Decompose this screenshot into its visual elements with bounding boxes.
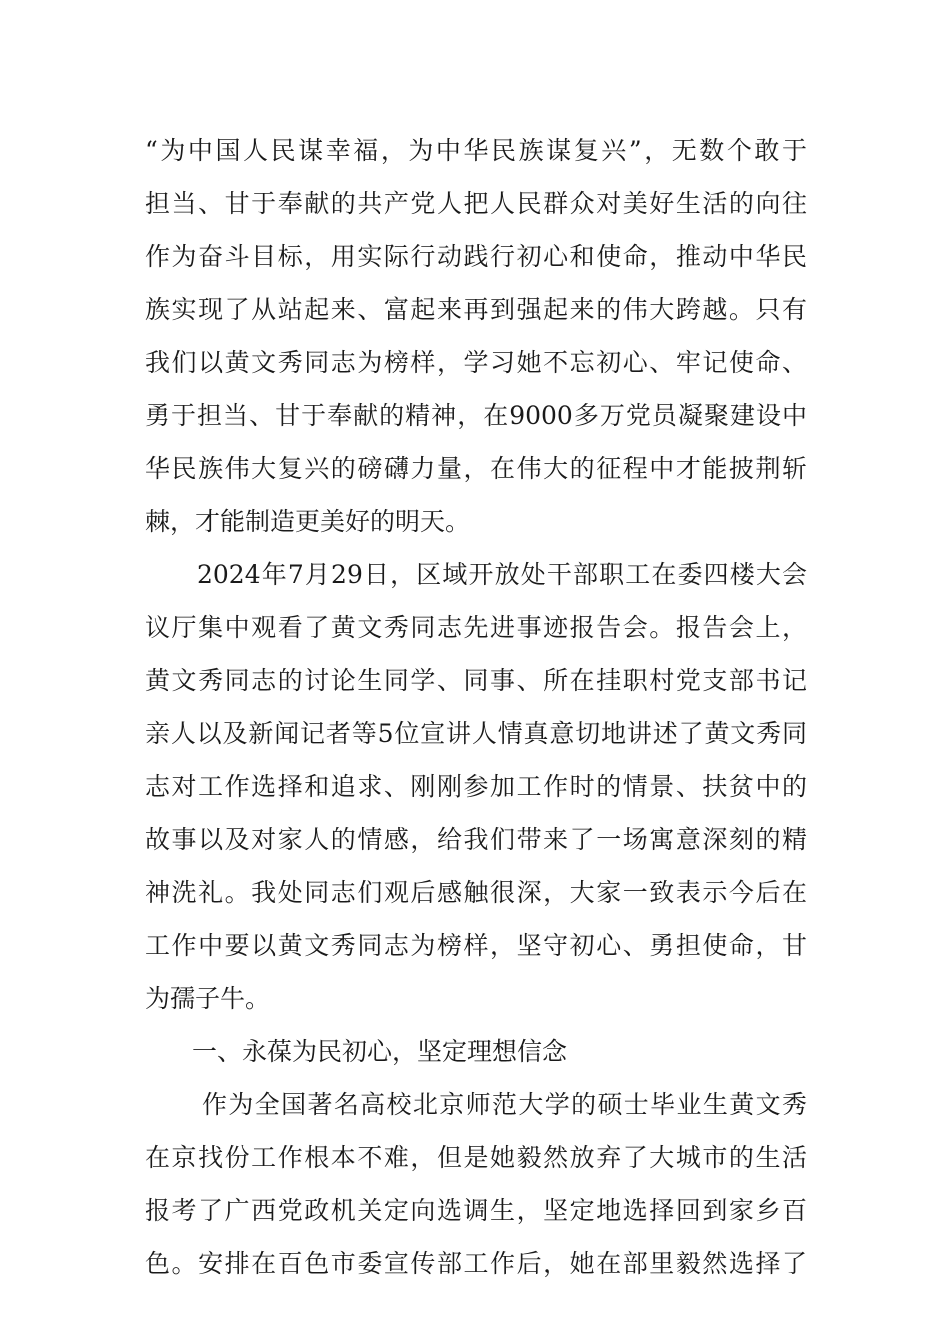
text-line: 神洗礼。我处同志们观后感触很深，大家一致表示今后在 [145, 878, 807, 907]
text-line: 族实现了从站起来、富起来再到强起来的伟大跨越。只有 [145, 295, 807, 324]
paragraph-3 [145, 1078, 807, 1290]
text-line: 议厅集中观看了黄文秀同志先进事迹报告会。报告会上， [145, 613, 807, 642]
text-line: 亲人以及新闻记者等5位宣讲人情真意切地讲述了黄文秀同 [145, 719, 807, 748]
text-line: 志对工作选择和追求、刚刚参加工作时的情景、扶贫中的 [145, 772, 807, 801]
text-line: 故事以及对家人的情感，给我们带来了一场寓意深刻的精 [145, 825, 807, 854]
text-line: 作为奋斗目标，用实际行动践行初心和使命，推动中华民 [145, 242, 807, 271]
paragraph-2 [145, 548, 807, 1025]
text-line: 色。安排在百色市委宣传部工作后，她在部里毅然选择了 [145, 1249, 807, 1278]
paragraph-1 [145, 124, 807, 548]
text-line: 勇于担当、甘于奉献的精神，在9000多万党员凝聚建设中 [145, 401, 807, 430]
text-line: 为孺子牛。 [145, 984, 271, 1013]
text-line: 担当、甘于奉献的共产党人把人民群众对美好生活的向往 [145, 189, 807, 218]
text-line: 2024年7月29日，区域开放处干部职工在委四楼大会 [197, 560, 807, 589]
text-line: 华民族伟大复兴的磅礴力量，在伟大的征程中才能披荆斩 [145, 454, 807, 483]
text-line: 报考了广西党政机关定向选调生，坚定地选择回到家乡百 [145, 1196, 807, 1225]
section-heading [145, 1025, 807, 1078]
text-line: 工作中要以黄文秀同志为榜样，坚守初心、勇担使命，甘 [145, 931, 807, 960]
document-body [145, 124, 807, 1290]
text-line: 我们以黄文秀同志为榜样，学习她不忘初心、牢记使命、 [145, 348, 807, 377]
text-line: 黄文秀同志的讨论生同学、同事、所在挂职村党支部书记 [145, 666, 807, 695]
heading-text: 一、永葆为民初心，坚定理想信念 [192, 1037, 568, 1066]
text-line: 在京找份工作根本不难，但是她毅然放弃了大城市的生活 [145, 1143, 807, 1172]
text-line: “为中国人民谋幸福，为中华民族谋复兴”，无数个敢于 [145, 136, 807, 165]
text-line: 作为全国著名高校北京师范大学的硕士毕业生黄文秀 [202, 1090, 807, 1119]
text-line: 棘，才能制造更美好的明天。 [145, 507, 471, 536]
